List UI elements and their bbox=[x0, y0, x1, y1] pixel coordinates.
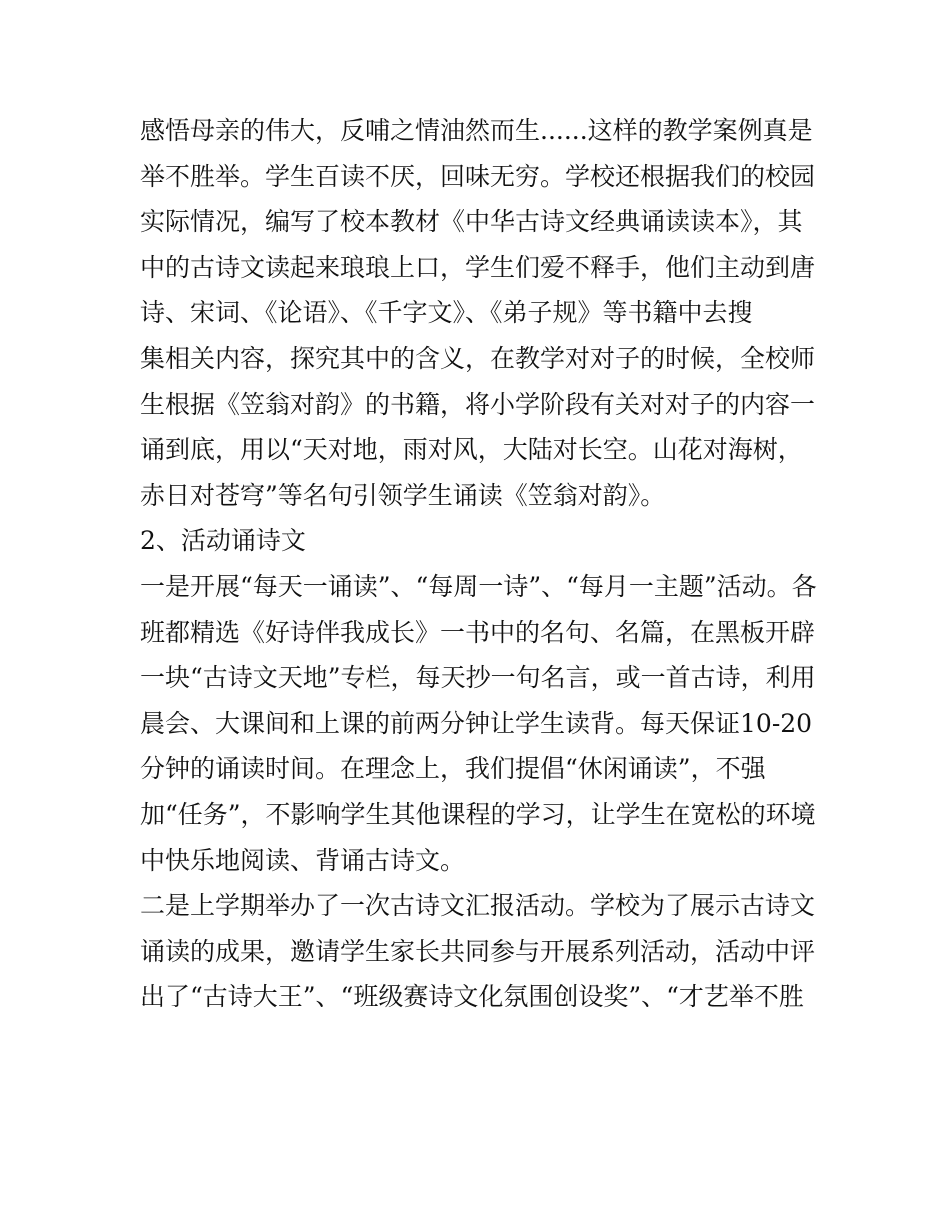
text-line: 二是上学期举办了一次古诗文汇报活动。学校为了展示古诗文 bbox=[140, 891, 816, 921]
text-line: 加“任务”，不影响学生其他课程的学习，让学生在宽松的环境 bbox=[140, 799, 816, 829]
text-line: 集相关内容，探究其中的含义，在教学对对子的时候，全校师 bbox=[140, 343, 816, 373]
text-line: 实际情况，编写了校本教材《中华古诗文经典诵读读本》，其 bbox=[140, 207, 803, 237]
text-line: 感悟母亲的伟大，反哺之情油然而生......这样的教学案例真是 bbox=[140, 116, 813, 145]
section-heading: 2、活动诵诗文 bbox=[140, 526, 306, 556]
text-line: 晨会、大课间和上课的前两分钟让学生读背。每天保证10-20 bbox=[140, 708, 813, 738]
text-line: 出了“古诗大王”、“班级赛诗文化氛围创设奖”、“才艺举不胜 bbox=[140, 982, 804, 1012]
text-line: 一块“古诗文天地”专栏，每天抄一句名言，或一首古诗，利用 bbox=[140, 663, 816, 693]
text-line: 一是开展“每天一诵读”、“每周一诗”、“每月一主题”活动。各 bbox=[140, 571, 817, 601]
text-line: 诵读的成果，邀请学生家长共同参与开展系列活动，活动中评 bbox=[140, 936, 816, 966]
text-line: 举不胜举。学生百读不厌，回味无穷。学校还根据我们的校园 bbox=[140, 161, 816, 191]
text-line: 班都精选《好诗伴我成长》一书中的名句、名篇，在黑板开辟 bbox=[140, 617, 816, 647]
text-line: 诵到底，用以“天对地，雨对风，大陆对长空。山花对海树， bbox=[140, 435, 803, 465]
text-line: 分钟的诵读时间。在理念上，我们提倡“休闲诵读”，不强 bbox=[140, 754, 766, 784]
text-line: 生根据《笠翁对韵》的书籍，将小学阶段有关对对子的内容一 bbox=[140, 389, 816, 419]
body-text bbox=[140, 108, 820, 1020]
text-line: 中快乐地阅读、背诵古诗文。 bbox=[140, 845, 466, 875]
text-line: 赤日对苍穹”等名句引领学生诵读《笠翁对韵》。 bbox=[140, 480, 666, 510]
text-line: 中的古诗文读起来琅琅上口，学生们爱不释手，他们主动到唐 bbox=[140, 252, 816, 282]
text-line: 诗、宋词、《论语》、《千字文》、《弟子规》等书籍中去搜 bbox=[140, 298, 753, 328]
